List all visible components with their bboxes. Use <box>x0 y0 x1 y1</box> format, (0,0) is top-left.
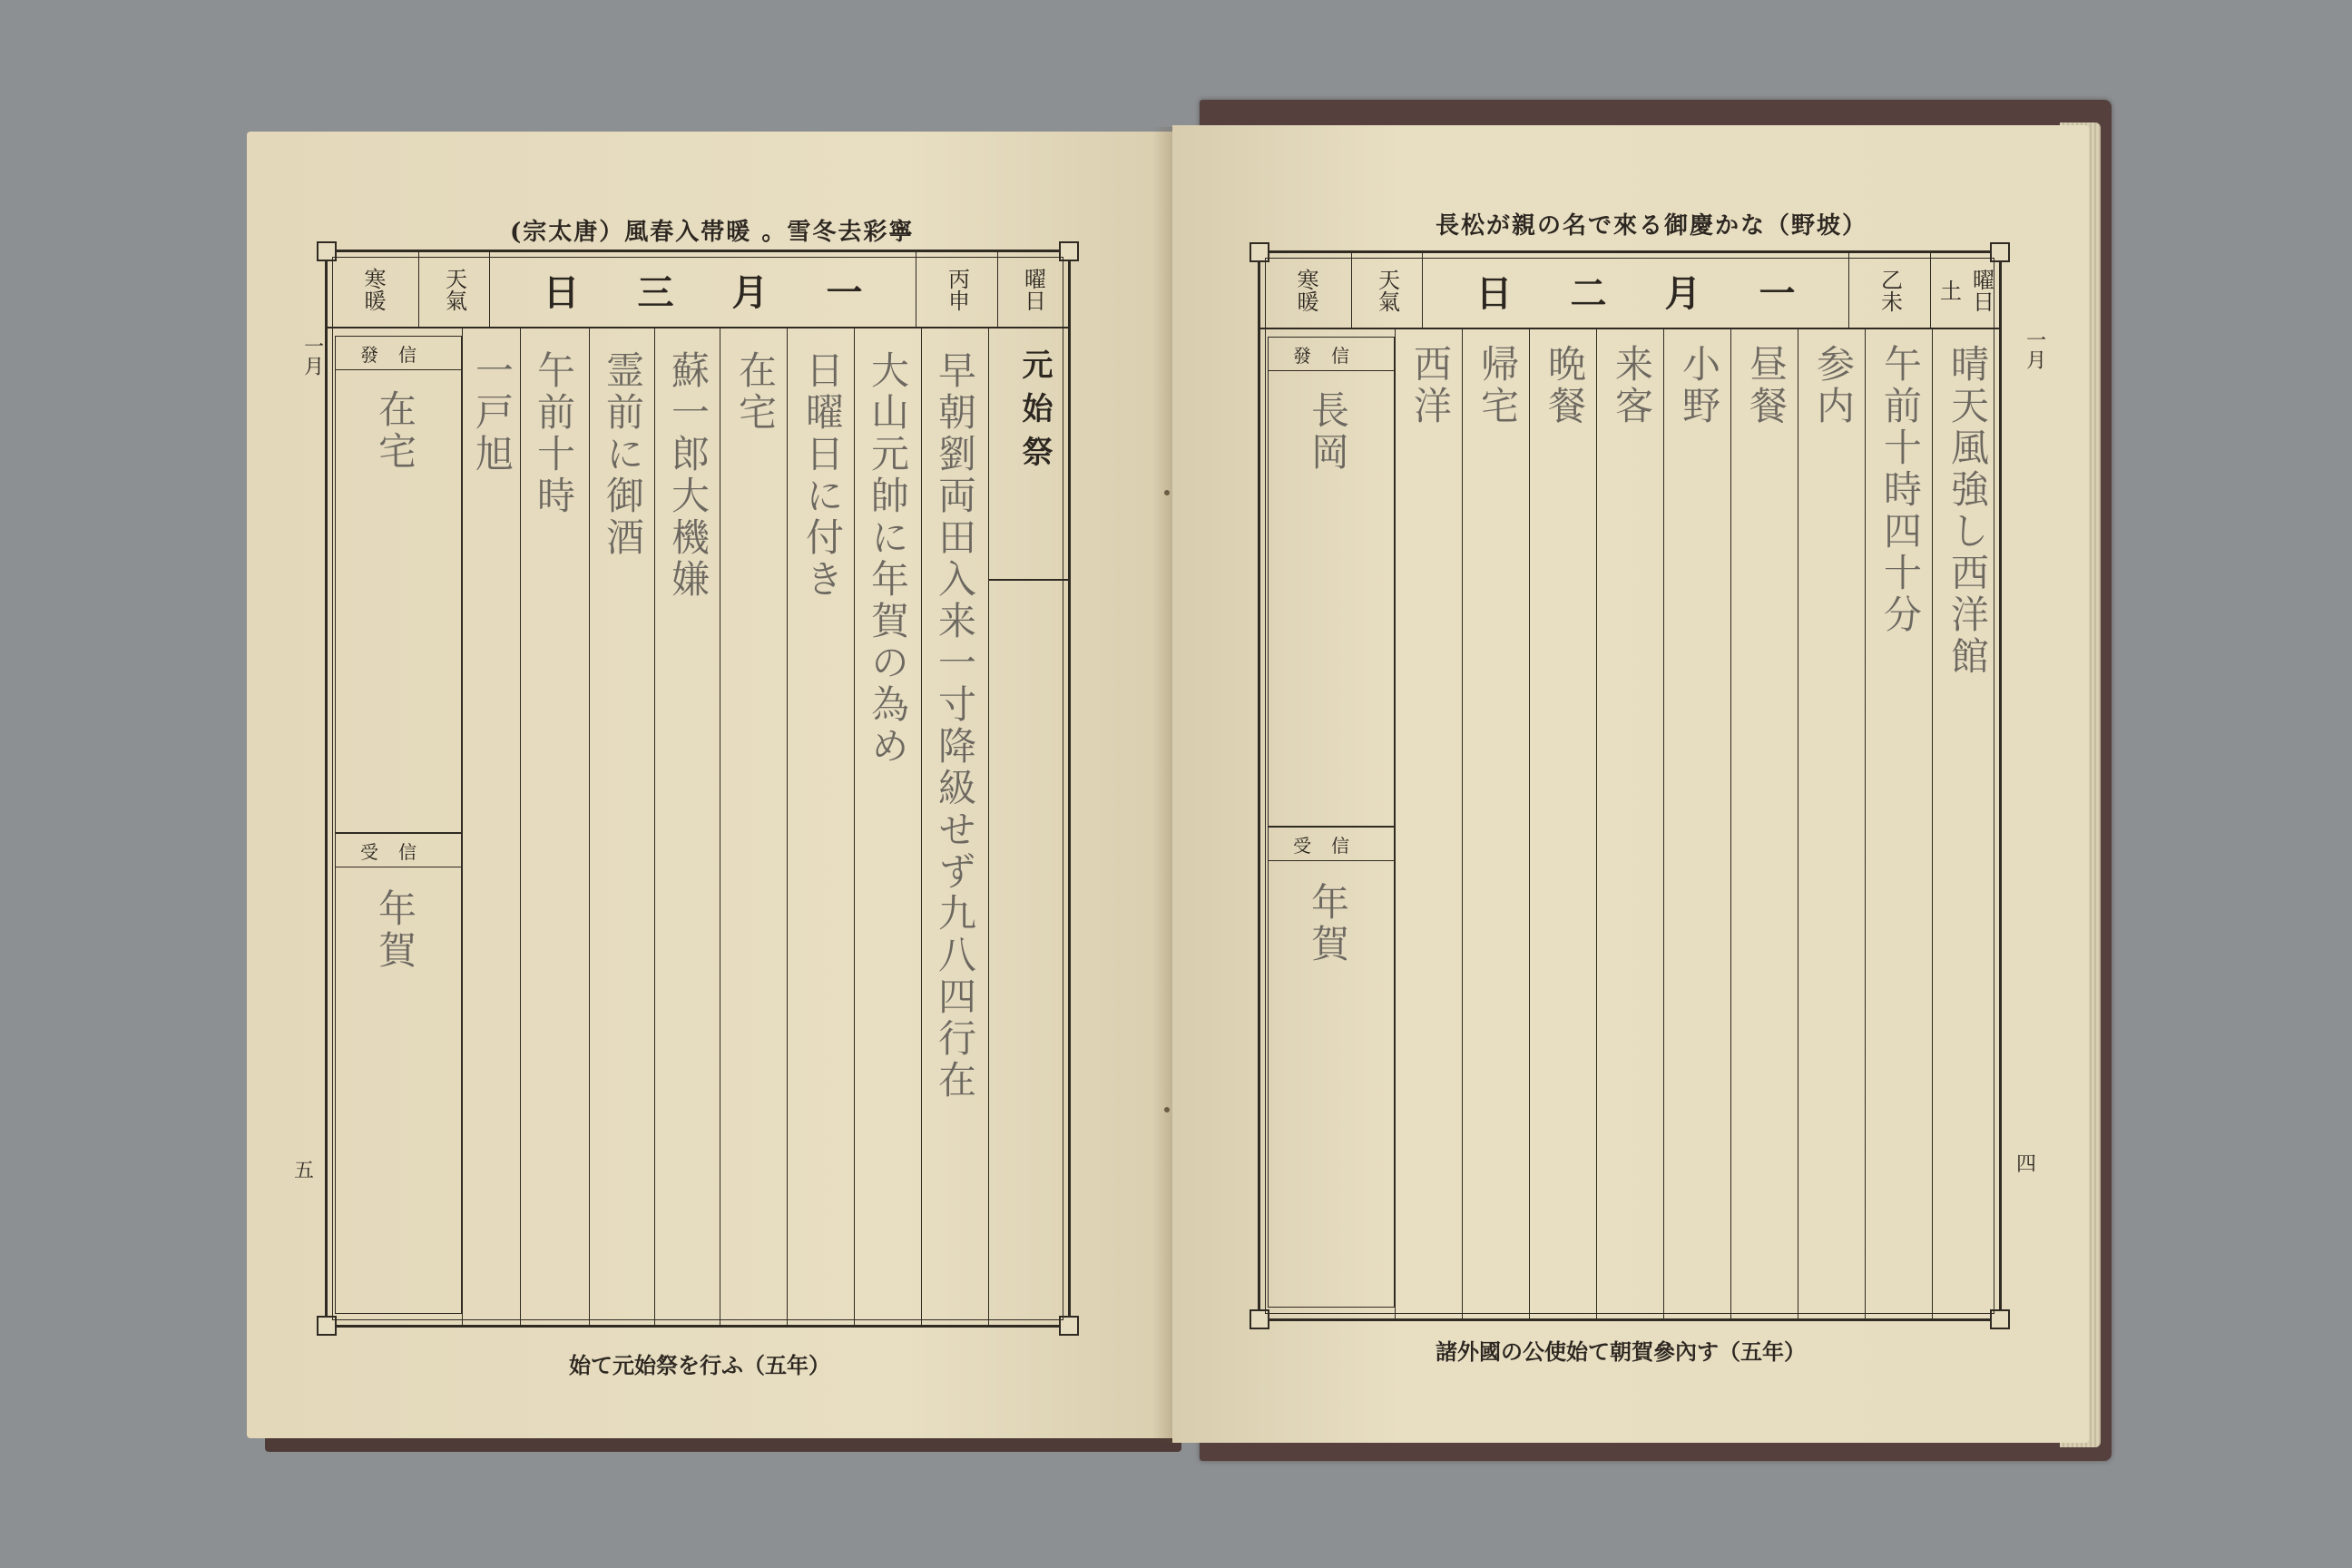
weekday-prefix: 土 <box>1936 279 1962 301</box>
weekday-label-group <box>1936 269 1995 312</box>
date-header <box>1260 253 1999 329</box>
sent-label: 發信 <box>336 337 461 370</box>
column-rule <box>1932 329 1933 1318</box>
weekday-label-cell <box>997 252 1068 327</box>
received-box <box>335 833 462 1314</box>
handwriting-line: 在宅 <box>733 350 778 434</box>
column-rule <box>520 328 521 1325</box>
weekday-value: 丙申 <box>944 268 970 311</box>
sent-box <box>335 336 462 833</box>
received-handwriting: 年賀 <box>373 888 417 972</box>
left-motto: (宗太唐）風春入帯暖 。雪冬去彩寧 <box>510 219 915 246</box>
column-rule <box>1395 329 1396 1318</box>
sent-label: 發信 <box>1269 338 1394 371</box>
column-rule <box>654 328 655 1325</box>
handwriting-line: 晴天風強し西洋館 <box>1945 344 1990 678</box>
handwriting-line: 晩餐 <box>1543 344 1587 427</box>
handwriting-line: 日曜日に付き <box>800 350 845 601</box>
weekday-value: 乙未 <box>1877 269 1903 312</box>
column-rule <box>1529 329 1530 1318</box>
column-rule <box>854 328 855 1325</box>
temperature-cell <box>1260 253 1351 328</box>
right-page-number: 四 <box>2016 1153 2037 1176</box>
frame-corner <box>317 1316 337 1336</box>
right-margin-month: 一月 <box>2023 329 2046 369</box>
weather-label: 天氣 <box>1374 269 1400 312</box>
weather-cell <box>418 252 489 327</box>
handwriting-line: 早朝劉両田入来一寸降級せず九八四行在 <box>933 350 977 1102</box>
handwriting-line: 来客 <box>1610 344 1654 427</box>
date-value: 日 二 月 一 <box>1475 271 1796 315</box>
date-value: 日 三 月 一 <box>543 270 863 314</box>
handwriting-line: 大山元帥に年賀の為め <box>866 350 910 768</box>
column-rule <box>1663 329 1664 1318</box>
column-rule <box>787 328 788 1325</box>
frame-corner <box>1250 242 1269 262</box>
right-footer: 諸外國の公使始て朝賀參內す（五年） <box>1436 1338 1806 1365</box>
temperature-label: 寒暖 <box>1293 269 1318 312</box>
column-rule <box>1462 329 1463 1318</box>
received-label: 受信 <box>1269 828 1394 861</box>
temperature-label: 寒暖 <box>360 268 386 311</box>
column-rule <box>1865 329 1866 1318</box>
stitch <box>1164 490 1170 495</box>
left-margin-month: 一月 <box>300 336 324 376</box>
date-header <box>328 252 1068 328</box>
column-rule <box>988 328 989 1325</box>
received-handwriting: 年賀 <box>1306 882 1350 965</box>
frame-corner <box>1250 1309 1269 1329</box>
handwriting-line: 午前十時 <box>532 350 576 517</box>
column-rule <box>589 328 590 1325</box>
sent-box <box>1268 337 1395 827</box>
temperature-cell <box>328 252 418 327</box>
frame-corner <box>1990 1309 2010 1329</box>
column-rule <box>1730 329 1731 1318</box>
column-rule <box>921 328 922 1325</box>
handwriting-line: 霊前に御酒 <box>601 350 645 559</box>
date-cell <box>489 252 916 327</box>
frame-corner <box>1990 242 2010 262</box>
right-motto: 長松が親の名で來る御慶かな（野坡） <box>1436 212 1868 240</box>
holiday-rule <box>988 579 1068 581</box>
handwriting-line: 参内 <box>1811 344 1856 427</box>
handwriting-line: 午前十時四十分 <box>1878 344 1923 636</box>
handwriting-line: 西洋 <box>1408 344 1453 427</box>
weekday-label-cell <box>1930 253 1999 328</box>
weather-label: 天氣 <box>441 268 467 311</box>
frame-corner <box>1059 1316 1079 1336</box>
left-page <box>247 132 1181 1438</box>
frame-corner <box>317 241 337 261</box>
holiday-label: 元始祭 <box>1016 348 1053 479</box>
diary-frame-right <box>1258 250 2002 1321</box>
column-rule <box>462 328 463 1325</box>
column-rule <box>1596 329 1597 1318</box>
handwriting-line: 昼餐 <box>1744 344 1788 427</box>
diary-frame-left <box>325 250 1071 1328</box>
handwriting-line: 蘇一郎大機嫌 <box>666 350 710 601</box>
handwriting-line: 小野 <box>1677 344 1721 427</box>
left-footer: 始て元始祭を行ふ（五年） <box>569 1352 830 1378</box>
received-box <box>1268 827 1395 1308</box>
received-label: 受信 <box>336 834 461 867</box>
handwriting-line: 帰宅 <box>1475 344 1520 427</box>
sent-handwriting: 長岡 <box>1306 390 1350 474</box>
weekday-label: 曜日 <box>1968 269 1994 312</box>
frame-corner <box>1059 241 1079 261</box>
date-cell <box>1422 253 1848 328</box>
sent-handwriting: 在宅 <box>373 389 417 473</box>
weekday-value-cell <box>916 252 997 327</box>
left-page-number: 五 <box>294 1160 315 1182</box>
stitch <box>1164 1107 1170 1112</box>
right-page <box>1172 125 2089 1443</box>
handwriting-line: 一戸旭 <box>470 350 514 475</box>
weather-cell <box>1351 253 1422 328</box>
weekday-value-cell <box>1848 253 1930 328</box>
weekday-label: 曜日 <box>1020 268 1046 311</box>
